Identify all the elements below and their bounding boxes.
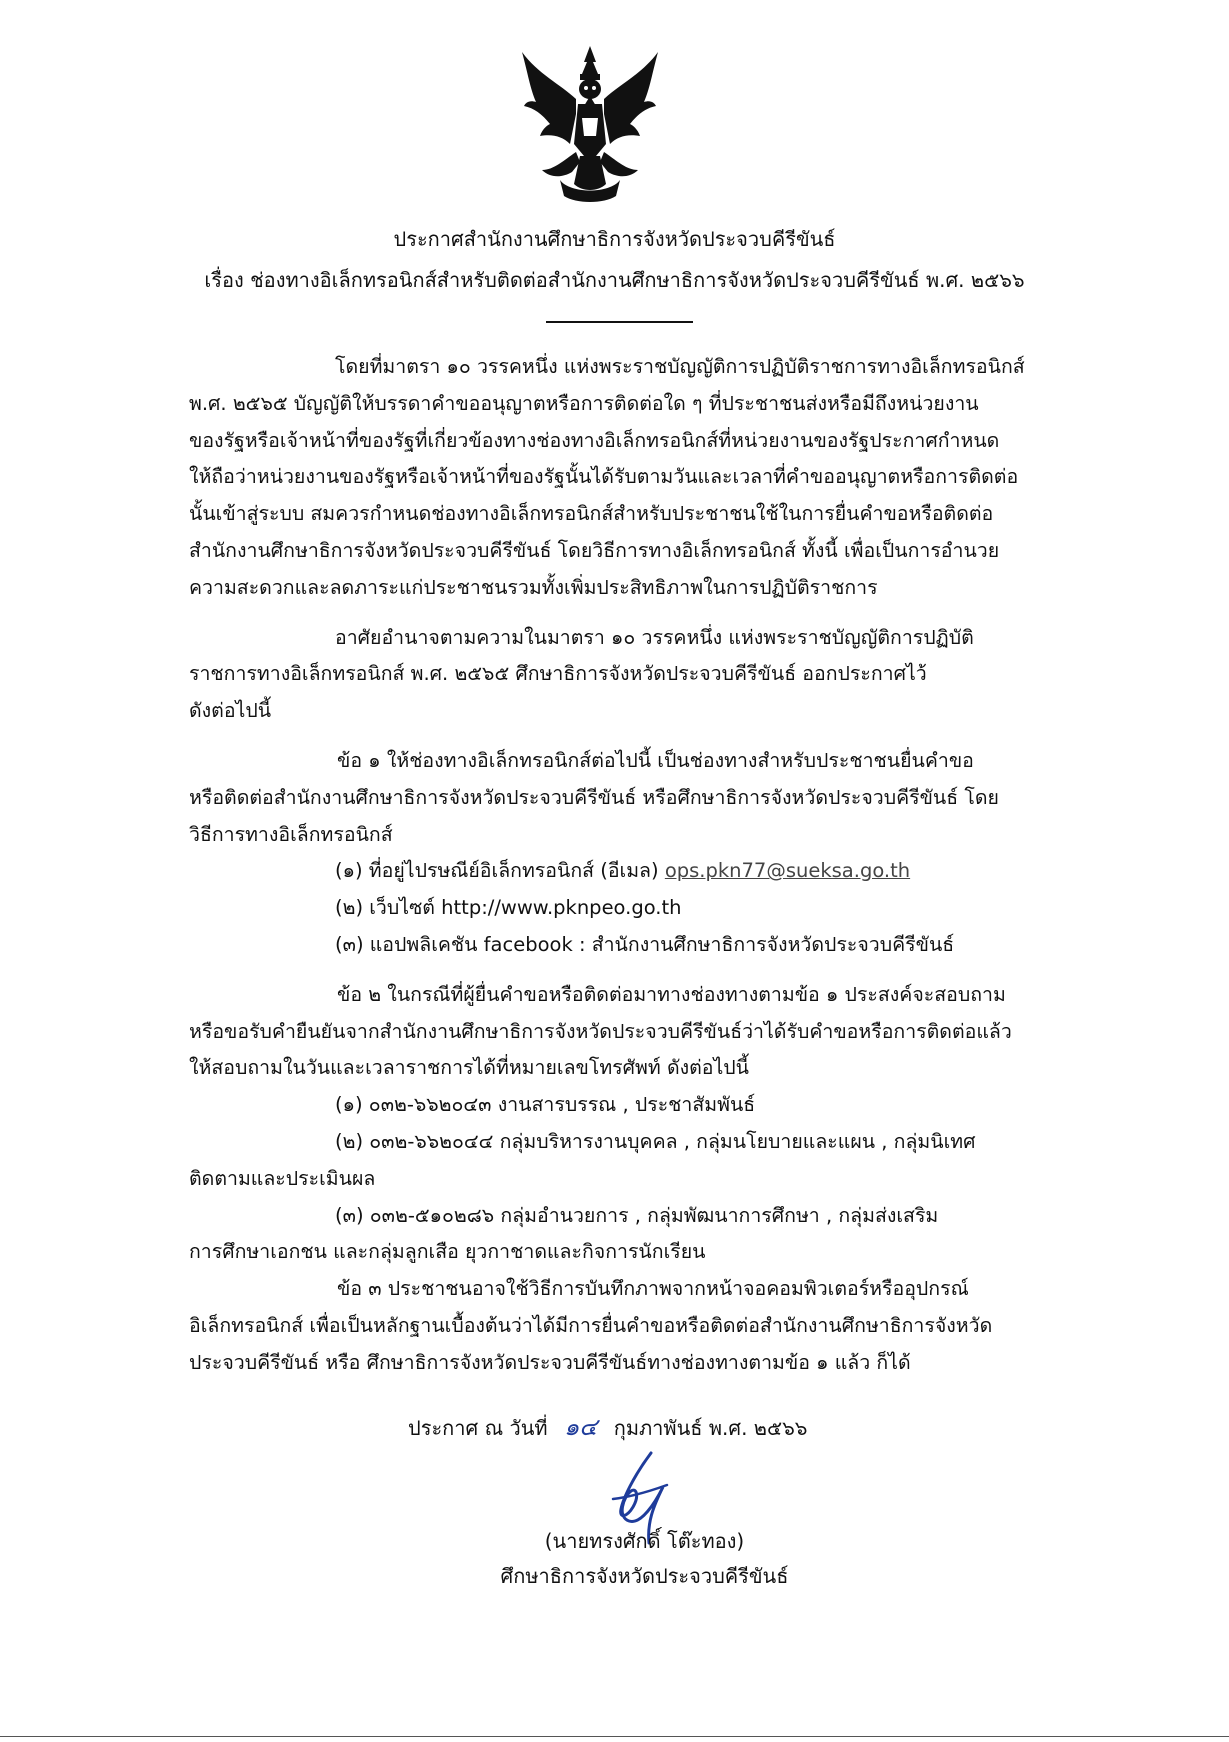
clause2-line: หรือขอรับคำยืนยันจากสำนักงานศึกษาธิการจังหวัดประจวบคีรีขันธ์ว่าได้รับคำขอหรือการติดต่อแล้ว — [189, 1019, 1012, 1043]
clause2-line: ให้สอบถามในวันและเวลาราชการได้ที่หมายเลขโทรศัพท์ ดังต่อไปนี้ — [189, 1056, 750, 1080]
para2-line: อาศัยอำนาจตามความในมาตรา ๑๐ วรรคหนึ่ง แห่งพระราชบัญญัติการปฏิบัติ — [335, 625, 974, 649]
date-day: ๑๔ — [563, 1413, 598, 1441]
channel-email-label: (๑) ที่อยู่ไปรษณีย์อิเล็กทรอนิกส์ (อีเมล) — [335, 859, 659, 883]
clause1-line: หรือติดต่อสำนักงานศึกษาธิการจังหวัดประจวบคีรีขันธ์ หรือศึกษาธิการจังหวัดประจวบคีรีขันธ์ โดย — [189, 785, 999, 809]
phone-item-continued: ติดตามและประเมินผล — [189, 1166, 376, 1190]
para1-line: ความสะดวกและลดภาระแก่ประชาชนรวมทั้งเพิ่มประสิทธิภาพในการปฏิบัติราชการ — [189, 575, 878, 599]
para1-line: พ.ศ. ๒๕๖๕ บัญญัติให้บรรดาคำขออนุญาตหรือการติดต่อใด ๆ ที่ประชาชนส่งหรือมีถึงหน่วยงาน — [189, 391, 979, 415]
clause2-line: ข้อ ๒ ในกรณีที่ผู้ยื่นคำขอหรือติดต่อมาทางช่องทางตามข้อ ๑ ประสงค์จะสอบถาม — [337, 982, 1006, 1006]
announcement-date — [408, 1407, 1048, 1446]
phone-item: (๓) ๐๓๒-๕๑๐๒๘๖ กลุ่มอำนวยการ , กลุ่มพัฒนาการศึกษา , กลุ่มส่งเสริม — [335, 1203, 939, 1227]
phone-item: (๑) ๐๓๒-๖๖๒๐๔๓ งานสารบรรณ , ประชาสัมพันธ์ — [335, 1093, 756, 1117]
clause3-line: ข้อ ๓ ประชาชนอาจใช้วิธีการบันทึกภาพจากหน้าจอคอมพิวเตอร์หรืออุปกรณ์ — [337, 1277, 969, 1301]
para1-line: โดยที่มาตรา ๑๐ วรรคหนึ่ง แห่งพระราชบัญญัติการปฏิบัติราชการทางอิเล็กทรอนิกส์ — [335, 355, 1025, 378]
channel-facebook: (๓) แอปพลิเคชัน facebook : สำนักงานศึกษาธิการจังหวัดประจวบคีรีขันธ์ — [335, 932, 955, 956]
date-prefix: ประกาศ ณ วันที่ — [408, 1416, 548, 1440]
announcement-title: ประกาศสำนักงานศึกษาธิการจังหวัดประจวบคีรีขันธ์ — [393, 227, 836, 251]
announcement-body — [189, 349, 1049, 1382]
para1-line: สำนักงานศึกษาธิการจังหวัดประจวบคีรีขันธ์ โดยวิธีการทางอิเล็กทรอนิกส์ ทั้งนี้ เพื่อเป็นการอำนวย — [189, 538, 1000, 562]
date-month-year: กุมภาพันธ์ พ.ศ. ๒๕๖๖ — [613, 1416, 808, 1440]
channel-email — [189, 853, 1049, 890]
clause1-line: วิธีการทางอิเล็กทรอนิกส์ — [189, 822, 393, 846]
signatory-position: ศึกษาธิการจังหวัดประจวบคีรีขันธ์ — [500, 1564, 789, 1588]
page-bottom-edge — [0, 1736, 1229, 1737]
garuda-emblem-icon — [520, 44, 660, 204]
para1-line: นั้นเข้าสู่ระบบ สมควรกำหนดช่องทางอิเล็กทรอนิกส์สำหรับประชาชนใช้ในการยื่นคำขอหรือติดต่อ — [189, 502, 994, 526]
email-link[interactable]: ops.pkn77@sueksa.go.th — [664, 859, 911, 883]
channel-website: (๒) เว็บไซต์ http://www.pknpeo.go.th — [335, 896, 682, 920]
para1-line: ให้ถือว่าหน่วยงานของรัฐหรือเจ้าหน้าที่ของรัฐนั้นได้รับตามวันและเวลาที่คำขออนุญาตหรือการติดต่อ — [189, 465, 1019, 489]
title-divider — [546, 321, 693, 323]
signatory-name: (นายทรงศักดิ์ โต๊ะทอง) — [544, 1529, 745, 1553]
para2-line: ดังต่อไปนี้ — [189, 699, 272, 723]
phone-item: (๒) ๐๓๒-๖๖๒๐๔๔ กลุ่มบริหารงานบุคคล , กลุ่มนโยบายและแผน , กลุ่มนิเทศ — [335, 1129, 976, 1153]
clause1-line: ข้อ ๑ ให้ช่องทางอิเล็กทรอนิกส์ต่อไปนี้ เป็นช่องทางสำหรับประชาชนยื่นคำขอ — [337, 748, 974, 772]
para1-line: ของรัฐหรือเจ้าหน้าที่ของรัฐที่เกี่ยวข้องทางช่องทางอิเล็กทรอนิกส์ที่หน่วยงานของรัฐประกาศกำหนด — [189, 428, 1000, 452]
clause3-line: ประจวบคีรีขันธ์ หรือ ศึกษาธิการจังหวัดประจวบคีรีขันธ์ทางช่องทางตามข้อ ๑ แล้ว ก็ได้ — [189, 1350, 911, 1374]
phone-item-continued: การศึกษาเอกชน และกลุ่มลูกเสือ ยุวกาชาดและกิจการนักเรียน — [189, 1240, 706, 1264]
clause3-line: อิเล็กทรอนิกส์ เพื่อเป็นหลักฐานเบื้องต้นว่าได้มีการยื่นคำขอหรือติดต่อสำนักงานศึกษาธิการจังหวัด — [189, 1313, 993, 1337]
para2-line: ราชการทางอิเล็กทรอนิกส์ พ.ศ. ๒๕๖๕ ศึกษาธิการจังหวัดประจวบคีรีขันธ์ ออกประกาศไว้ — [189, 662, 927, 686]
announcement-subject: เรื่อง ช่องทางอิเล็กทรอนิกส์สำหรับติดต่อสำนักงานศึกษาธิการจังหวัดประจวบคีรีขันธ์ พ.ศ. ๒๕๖๖ — [204, 268, 1025, 292]
